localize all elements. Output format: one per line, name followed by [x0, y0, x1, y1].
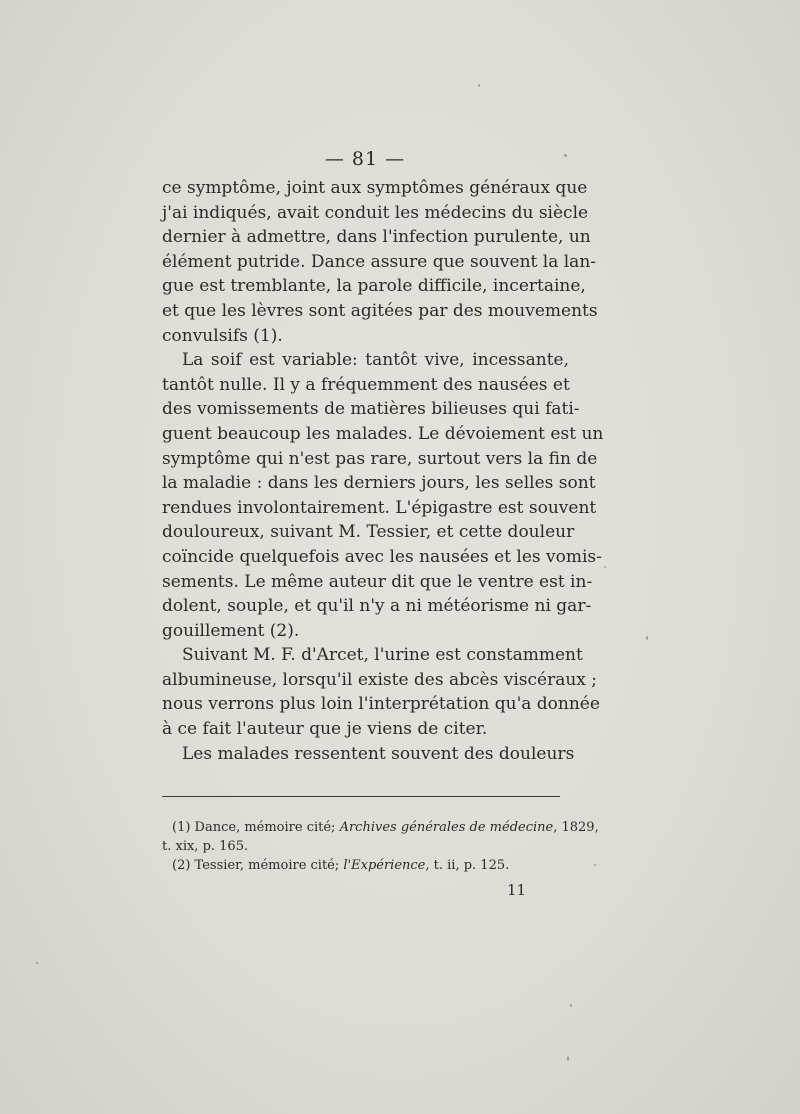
paper-speck: [604, 566, 606, 568]
paper-speck: [478, 84, 480, 87]
text-line: coïncide quelquefois avec les nausées et les vomis-: [162, 546, 602, 567]
paper-speck: [570, 1004, 572, 1007]
text-line: douloureux, suivant M. Tessier, et cette douleur: [162, 522, 575, 543]
footnote-1-prefix: (1) Dance, mémoire cité;: [172, 820, 340, 835]
text-line: nous verrons plus loin l'interprétation qu'a donnée: [162, 694, 600, 715]
footnote-rule: [162, 796, 560, 797]
text-line: la maladie : dans les derniers jours, les selles sont: [162, 473, 596, 494]
text-line: sements. Le même auteur dit que le ventre est in-: [162, 571, 593, 592]
text-line: gouillement (2).: [162, 620, 300, 641]
footnote-2-prefix: (2) Tessier, mémoire cité;: [172, 858, 344, 873]
text-line: gue est tremblante, la parole difficile, incertaine,: [162, 276, 586, 297]
paper-speck: [646, 636, 648, 640]
footnote-1: [162, 818, 599, 837]
footnote-1-continuation: t. xix, p. 165.: [162, 839, 249, 854]
text-line: convulsifs (1).: [162, 325, 283, 346]
footnote-2: [162, 856, 582, 875]
text-line: ce symptôme, joint aux symptômes généraux que: [162, 178, 588, 198]
body-text: [162, 176, 604, 766]
text-line: rendues involontairement. L'épigastre est souvent: [162, 497, 597, 518]
paper-speck: [36, 962, 38, 964]
footnotes: [162, 818, 599, 875]
text-line: des vomissements de matières bilieuses qui fati-: [162, 399, 580, 420]
footnote-2-suffix: , t. ii, p. 125.: [425, 858, 510, 873]
text-line: tantôt nulle. Il y a fréquemment des nausées et: [162, 374, 570, 395]
page-number: — 81 —: [324, 148, 406, 170]
footnote-1-title: Archives générales de médecine: [339, 820, 554, 835]
text-line: La soif est variable: tantôt vive, incessante,: [182, 350, 569, 371]
signature-mark: 11: [507, 881, 527, 899]
text-line: albumineuse, lorsqu'il existe des abcès viscéraux ;: [162, 669, 597, 690]
text-line: dernier à admettre, dans l'infection purulente, un: [162, 227, 591, 248]
text-line: j'ai indiqués, avait conduit les médecins du siècle: [162, 202, 589, 223]
text-line: symptôme qui n'est pas rare, surtout vers la fin de: [162, 448, 598, 469]
text-line: et que les lèvres sont agitées par des mouvements: [162, 300, 598, 321]
footnote-1-suffix: , 1829,: [553, 820, 599, 835]
text-line: Suivant M. F. d'Arcet, l'urine est constamment: [182, 645, 583, 666]
text-line: élément putride. Dance assure que souvent la lan-: [162, 251, 597, 272]
text-line: à ce fait l'auteur que je viens de citer.: [162, 719, 488, 740]
text-line: Les malades ressentent souvent des douleurs: [182, 743, 575, 764]
text-line: dolent, souple, et qu'il n'y a ni météorisme ni gar-: [162, 596, 592, 617]
paper-speck: [594, 864, 596, 866]
paper-speck: [567, 1056, 569, 1061]
text-line: guent beaucoup les malades. Le dévoiement est un: [162, 423, 604, 444]
footnote-2-title: l'Expérience: [343, 858, 426, 873]
